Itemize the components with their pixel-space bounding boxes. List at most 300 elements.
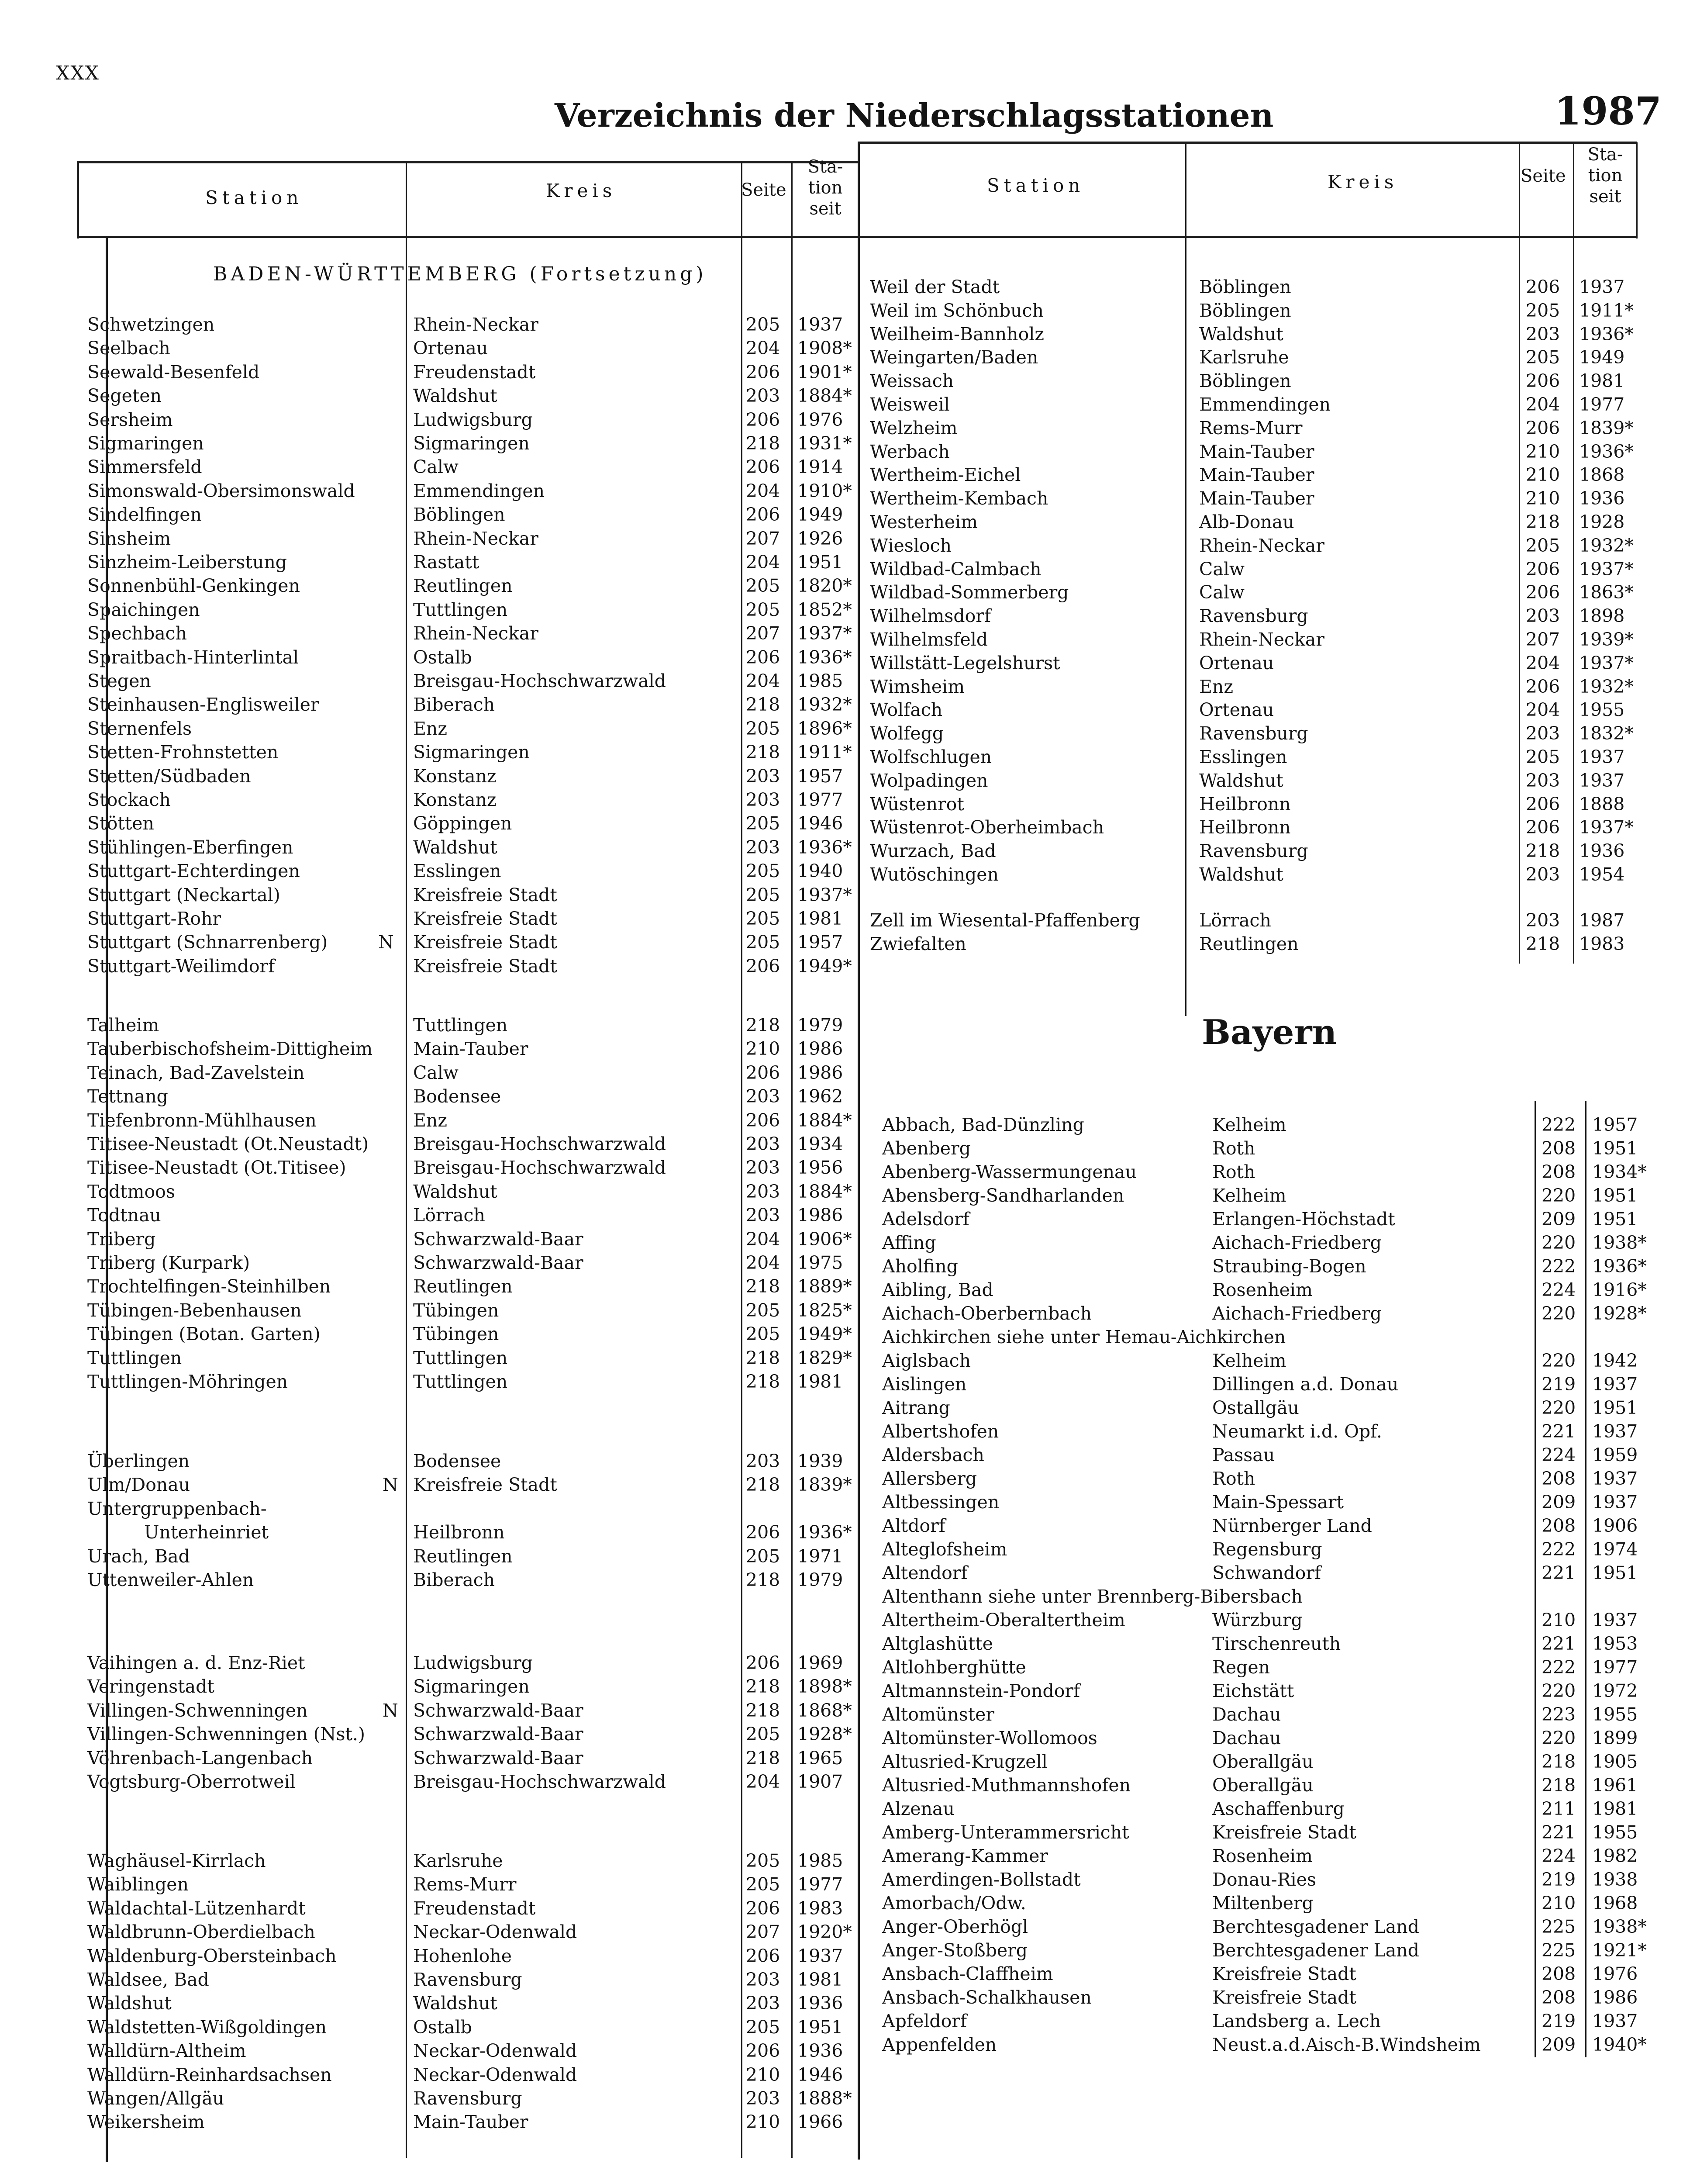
since-year: 1898 bbox=[1579, 605, 1625, 627]
page-ref: 218 bbox=[746, 1747, 780, 1769]
since-year: 1949* bbox=[797, 1324, 852, 1345]
page-ref: 205 bbox=[746, 908, 780, 929]
district: Rems-Murr bbox=[413, 1874, 517, 1895]
since-year: 1962 bbox=[797, 1086, 843, 1107]
station-name: Titisee-Neustadt (Ot.Neustadt) bbox=[87, 1133, 369, 1154]
since-year: 1852* bbox=[797, 599, 852, 620]
since-year: 1936 bbox=[1579, 488, 1625, 509]
district: Esslingen bbox=[413, 860, 501, 882]
station-name: Stötten bbox=[87, 813, 154, 834]
district: Esslingen bbox=[1199, 746, 1287, 767]
since-year: 1934 bbox=[797, 1133, 843, 1154]
district: Emmendingen bbox=[1199, 394, 1331, 415]
station-name: Schwetzingen bbox=[87, 314, 215, 335]
since-year: 1888 bbox=[1579, 793, 1625, 815]
since-year: 1979 bbox=[797, 1569, 843, 1590]
since-year: 1987 bbox=[1579, 910, 1625, 931]
since-year: 1985 bbox=[797, 670, 843, 691]
district: Ostalb bbox=[413, 2016, 472, 2038]
page-ref: 205 bbox=[1526, 746, 1560, 767]
table-row bbox=[0, 1939, 1681, 1962]
district: Waldshut bbox=[413, 1181, 497, 1202]
since-year: 1896* bbox=[797, 718, 852, 739]
since-year: 1907 bbox=[797, 1771, 843, 1792]
district: Rhein-Neckar bbox=[1199, 535, 1324, 556]
station-name: Weisweil bbox=[870, 394, 950, 415]
since-year: 1905 bbox=[1592, 1751, 1638, 1772]
station-name: Spechbach bbox=[87, 623, 187, 644]
district: Tirschenreuth bbox=[1212, 1633, 1341, 1654]
page-ref: 203 bbox=[746, 1205, 780, 1226]
since-year: 1983 bbox=[1579, 933, 1625, 954]
page-ref: 204 bbox=[746, 1228, 780, 1250]
page-ref: 205 bbox=[746, 860, 780, 882]
station-name: Waldenburg-Obersteinbach bbox=[87, 1945, 337, 1966]
district: Kreisfreie Stadt bbox=[1212, 1963, 1356, 1984]
header-station-right: Station bbox=[987, 175, 1085, 196]
district: Passau bbox=[1212, 1444, 1275, 1465]
table-row bbox=[0, 1962, 1681, 1986]
station-name: Abenberg-Wassermungenau bbox=[882, 1161, 1137, 1182]
page-ref: 203 bbox=[746, 1157, 780, 1178]
page-ref: 204 bbox=[1526, 652, 1560, 674]
station-name: Affing bbox=[882, 1232, 936, 1253]
station-name: Aibling, Bad bbox=[882, 1279, 993, 1300]
district: Regen bbox=[1212, 1657, 1270, 1678]
station-name: Aholfing bbox=[882, 1256, 958, 1277]
district: Roth bbox=[1212, 1161, 1255, 1182]
table-row bbox=[0, 275, 1681, 299]
page-ref: 203 bbox=[746, 1086, 780, 1107]
district: Karlsruhe bbox=[1199, 347, 1289, 368]
since-year: 1951 bbox=[797, 552, 843, 573]
since-year: 1868 bbox=[1579, 464, 1625, 486]
table-row bbox=[0, 487, 1681, 510]
district: Tuttlingen bbox=[413, 1347, 508, 1368]
since-year: 1966 bbox=[797, 2111, 843, 2133]
table-row bbox=[0, 1844, 1681, 1868]
since-year: 1981 bbox=[1579, 370, 1625, 392]
since-year: 1955 bbox=[1592, 1822, 1638, 1843]
station-name: Aichach-Oberbernbach bbox=[882, 1303, 1092, 1324]
district: Straubing-Bogen bbox=[1212, 1256, 1366, 1277]
page-ref: 203 bbox=[1526, 770, 1560, 791]
station-name: Altenthann siehe unter Brennberg-Bibersbach bbox=[882, 1586, 1303, 1607]
since-year: 1937 bbox=[1579, 770, 1625, 791]
since-year: 1986 bbox=[797, 1038, 843, 1060]
station-name: Stuttgart-Weilimdorf bbox=[87, 955, 275, 977]
station-name: Altdorf bbox=[882, 1515, 945, 1536]
district: Sigmaringen bbox=[413, 742, 530, 763]
station-name: Amerdingen-Bollstadt bbox=[882, 1869, 1081, 1890]
district: Berchtesgadener Land bbox=[1212, 1916, 1419, 1937]
station-name: Vaihingen a. d. Enz-Riet bbox=[87, 1652, 305, 1673]
page-ref: 206 bbox=[746, 1897, 780, 1919]
page-ref: 205 bbox=[746, 575, 780, 597]
station-name: Anger-Stoßberg bbox=[882, 1940, 1028, 1961]
district: Neckar-Odenwald bbox=[413, 2064, 577, 2085]
since-year: 1949 bbox=[797, 504, 843, 525]
since-year: 1936* bbox=[1579, 441, 1634, 462]
district: Ravensburg bbox=[413, 2088, 522, 2109]
district: Breisgau-Hochschwarzwald bbox=[413, 1771, 666, 1792]
table-row bbox=[0, 1085, 856, 1108]
since-year: 1932* bbox=[797, 694, 852, 715]
station-name: Wertheim-Kembach bbox=[870, 488, 1048, 509]
table-row bbox=[0, 299, 1681, 322]
station-name: Weikersheim bbox=[87, 2111, 205, 2133]
district: Dillingen a.d. Donau bbox=[1212, 1374, 1399, 1395]
station-name: Sinsheim bbox=[87, 528, 171, 549]
district: Landsberg a. Lech bbox=[1212, 2011, 1381, 2032]
since-year: 1889* bbox=[797, 1276, 852, 1297]
district: Waldshut bbox=[413, 836, 497, 858]
district: Waldshut bbox=[413, 385, 497, 407]
table-row bbox=[0, 1184, 1681, 1207]
page-ref: 219 bbox=[1542, 1374, 1576, 1395]
station-name: Wolfschlugen bbox=[870, 746, 992, 767]
station-name: Sigmaringen bbox=[87, 433, 204, 454]
station-name: Walldürn-Altheim bbox=[87, 2040, 246, 2062]
table-row bbox=[0, 534, 1681, 557]
table-row bbox=[0, 1915, 1681, 1939]
district: Enz bbox=[413, 718, 447, 739]
station-name: Untergruppenbach- bbox=[87, 1498, 267, 1519]
station-name: Altmannstein-Pondorf bbox=[882, 1680, 1080, 1701]
page-number: XXX bbox=[56, 62, 100, 84]
district: Neckar-Odenwald bbox=[413, 2040, 577, 2062]
page-ref: 210 bbox=[1542, 1893, 1576, 1914]
district: Neumarkt i.d. Opf. bbox=[1212, 1421, 1382, 1442]
table-row bbox=[0, 839, 1681, 863]
since-year: 1932* bbox=[1579, 535, 1634, 556]
district: Ravensburg bbox=[1199, 840, 1308, 862]
district: Kreisfreie Stadt bbox=[1212, 1822, 1356, 1843]
station-name: Stühlingen-Eberfingen bbox=[87, 836, 293, 858]
district: Tuttlingen bbox=[413, 1015, 508, 1036]
since-year: 1957 bbox=[797, 765, 843, 787]
page-ref: 203 bbox=[746, 1993, 780, 2014]
since-year: 1937* bbox=[1579, 558, 1634, 580]
station-name: Triberg (Kurpark) bbox=[87, 1252, 250, 1273]
since-year: 1936* bbox=[1579, 323, 1634, 345]
station-name: Wangen/Allgäu bbox=[87, 2088, 224, 2109]
since-year: 1951 bbox=[1592, 1397, 1638, 1418]
since-year: 1986 bbox=[1592, 1987, 1638, 2008]
page-ref: 203 bbox=[746, 1969, 780, 1990]
table-row bbox=[0, 2110, 856, 2134]
table-row bbox=[0, 1514, 1681, 1538]
since-year: 1936 bbox=[797, 2040, 843, 2062]
station-name: Allersberg bbox=[882, 1468, 977, 1489]
station-name: Amorbach/Odw. bbox=[882, 1893, 1026, 1914]
since-year: 1911* bbox=[797, 742, 852, 763]
main-station-marker: N bbox=[378, 932, 394, 953]
table-row bbox=[0, 604, 1681, 628]
station-name: Stetten/Südbaden bbox=[87, 765, 251, 787]
table-row bbox=[0, 1538, 1681, 1561]
station-name: Alteglofsheim bbox=[882, 1539, 1007, 1560]
district: Rhein-Neckar bbox=[413, 528, 538, 549]
since-year: 1951 bbox=[1592, 1185, 1638, 1206]
district: Kreisfreie Stadt bbox=[413, 884, 557, 905]
station-name: Wildbad-Calmbach bbox=[870, 558, 1042, 580]
table-row bbox=[0, 1278, 1681, 1302]
district: Alb-Donau bbox=[1199, 511, 1294, 532]
page-ref: 220 bbox=[1542, 1303, 1576, 1324]
district: Schwarzwald-Baar bbox=[413, 1747, 583, 1769]
district: Enz bbox=[1199, 676, 1233, 697]
page-ref: 224 bbox=[1542, 1845, 1576, 1866]
table-row bbox=[0, 954, 856, 978]
district: Tuttlingen bbox=[413, 599, 508, 620]
station-name: Wüstenrot bbox=[870, 793, 964, 815]
since-year: 1910* bbox=[797, 480, 852, 501]
since-year: 1986 bbox=[797, 1062, 843, 1083]
page-ref: 224 bbox=[1542, 1279, 1576, 1300]
since-year: 1959 bbox=[1592, 1444, 1638, 1465]
station-name: Altomünster-Wollomoos bbox=[882, 1728, 1097, 1749]
page-ref: 218 bbox=[1542, 1775, 1576, 1796]
station-name: Altomünster bbox=[882, 1704, 994, 1725]
since-year: 1981 bbox=[797, 1371, 843, 1392]
page-ref: 209 bbox=[1542, 2034, 1576, 2055]
page-ref: 218 bbox=[1542, 1751, 1576, 1772]
district: Ortenau bbox=[413, 338, 488, 359]
district: Rhein-Neckar bbox=[413, 314, 538, 335]
district: Böblingen bbox=[1199, 300, 1291, 321]
district: Konstanz bbox=[413, 789, 497, 810]
table-row bbox=[0, 1372, 1681, 1396]
table-row bbox=[0, 1254, 1681, 1278]
since-year: 1955 bbox=[1592, 1704, 1638, 1725]
page-ref: 203 bbox=[1526, 605, 1560, 627]
station-name: Adelsdorf bbox=[882, 1209, 969, 1230]
page-ref: 206 bbox=[746, 2040, 780, 2062]
station-name: Teinach, Bad-Zavelstein bbox=[87, 1062, 305, 1083]
station-name: Waldachtal-Lützenhardt bbox=[87, 1897, 306, 1919]
page-ref: 206 bbox=[746, 1652, 780, 1673]
district: Böblingen bbox=[1199, 276, 1291, 297]
district: Kreisfreie Stadt bbox=[1212, 1987, 1356, 2008]
station-name: Apfeldorf bbox=[882, 2011, 967, 2032]
station-name: Wutöschingen bbox=[870, 864, 999, 885]
station-name: Seelbach bbox=[87, 338, 170, 359]
page-ref: 207 bbox=[1526, 629, 1560, 650]
district: Main-Tauber bbox=[1199, 488, 1314, 509]
since-year: 1946 bbox=[797, 813, 843, 834]
table-row bbox=[0, 651, 1681, 675]
station-name: Zwiefalten bbox=[870, 933, 966, 954]
page-ref: 205 bbox=[746, 932, 780, 953]
since-year: 1946 bbox=[797, 2064, 843, 2085]
station-name: Sindelfingen bbox=[87, 504, 202, 525]
district: Schwandorf bbox=[1212, 1562, 1321, 1583]
since-year: 1972 bbox=[1592, 1680, 1638, 1701]
table-row bbox=[0, 1655, 1681, 1679]
station-name: Weil im Schönbuch bbox=[870, 300, 1044, 321]
station-name: Abensberg-Sandharlanden bbox=[882, 1185, 1124, 1206]
since-year: 1981 bbox=[797, 908, 843, 929]
since-year: 1934* bbox=[1592, 1161, 1647, 1182]
page-ref: 205 bbox=[746, 599, 780, 620]
station-name: Stegen bbox=[87, 670, 151, 691]
since-year: 1916* bbox=[1592, 1279, 1647, 1300]
since-year: 1937 bbox=[1579, 276, 1625, 297]
district: Reutlingen bbox=[413, 1276, 513, 1297]
station-name: Stuttgart-Rohr bbox=[87, 908, 221, 929]
since-year: 1937* bbox=[797, 884, 852, 905]
since-year: 1911* bbox=[1579, 300, 1634, 321]
district: Ludwigsburg bbox=[413, 1652, 533, 1673]
district: Calw bbox=[1199, 582, 1245, 603]
page-ref: 206 bbox=[746, 1945, 780, 1966]
district: Reutlingen bbox=[1199, 933, 1299, 954]
station-name: Tiefenbronn-Mühlhausen bbox=[87, 1109, 317, 1131]
page-ref: 203 bbox=[746, 1181, 780, 1202]
table-row bbox=[0, 1868, 1681, 1891]
station-name: Aitrang bbox=[882, 1397, 950, 1418]
station-name: Wilhelmsdorf bbox=[870, 605, 991, 627]
page-ref: 205 bbox=[746, 718, 780, 739]
district: Oberallgäu bbox=[1212, 1751, 1314, 1772]
since-year: 1884* bbox=[797, 1109, 852, 1131]
page-ref: 206 bbox=[1526, 276, 1560, 297]
since-year: 1884* bbox=[797, 1181, 852, 1202]
district: Böblingen bbox=[1199, 370, 1291, 392]
district: Ravensburg bbox=[1199, 605, 1308, 627]
since-year: 1976 bbox=[797, 409, 843, 430]
page-ref: 206 bbox=[1526, 417, 1560, 439]
district: Kreisfreie Stadt bbox=[413, 1474, 557, 1496]
page-ref: 224 bbox=[1542, 1444, 1576, 1465]
station-name: Simmersfeld bbox=[87, 456, 202, 478]
district: Ortenau bbox=[1199, 652, 1274, 674]
station-name: Aiglsbach bbox=[882, 1350, 971, 1371]
since-year: 1975 bbox=[797, 1252, 843, 1273]
since-year: 1957 bbox=[797, 932, 843, 953]
since-year: 1951 bbox=[1592, 1138, 1638, 1159]
station-name: Waldbrunn-Oberdielbach bbox=[87, 1921, 315, 1943]
station-name: Weissach bbox=[870, 370, 954, 392]
table-row bbox=[0, 1113, 1681, 1137]
page-ref: 205 bbox=[746, 1324, 780, 1345]
since-year: 1953 bbox=[1592, 1633, 1638, 1654]
table-row bbox=[0, 769, 1681, 792]
since-year: 1969 bbox=[797, 1652, 843, 1673]
page-ref: 206 bbox=[746, 646, 780, 668]
since-year: 1884* bbox=[797, 385, 852, 407]
station-name: Amerang-Kammer bbox=[882, 1845, 1048, 1866]
since-year: 1908* bbox=[797, 338, 852, 359]
since-year: 1914 bbox=[797, 456, 843, 478]
page-ref: 206 bbox=[1526, 582, 1560, 603]
since-year: 1937 bbox=[1579, 746, 1625, 767]
table-row bbox=[0, 1443, 1681, 1467]
station-name: Steinhausen-Englisweiler bbox=[87, 694, 319, 715]
page-ref: 203 bbox=[746, 1133, 780, 1154]
station-name: Uttenweiler-Ahlen bbox=[87, 1569, 254, 1590]
table-row bbox=[0, 1396, 1681, 1420]
station-name: Spraitbach-Hinterlintal bbox=[87, 646, 299, 668]
district: Roth bbox=[1212, 1468, 1255, 1489]
since-year: 1899 bbox=[1592, 1728, 1638, 1749]
since-year: 1928 bbox=[1579, 511, 1625, 532]
page-ref: 206 bbox=[746, 361, 780, 383]
station-name: Wertheim-Eichel bbox=[870, 464, 1021, 486]
since-year: 1936 bbox=[1579, 840, 1625, 862]
district: Bodensee bbox=[413, 1086, 501, 1107]
station-name: Altglashütte bbox=[882, 1633, 993, 1654]
page-ref: 211 bbox=[1542, 1798, 1576, 1819]
table-row bbox=[0, 675, 1681, 698]
table-row bbox=[0, 1608, 1681, 1632]
district: Ostalb bbox=[413, 646, 472, 668]
page-title: Verzeichnis der Niederschlagsstationen bbox=[555, 97, 1274, 135]
since-year: 1957 bbox=[1592, 1114, 1638, 1135]
station-name: Vogtsburg-Oberrotweil bbox=[87, 1771, 296, 1792]
page-ref: 218 bbox=[746, 1276, 780, 1297]
header-station: Station bbox=[205, 187, 303, 208]
district: Main-Tauber bbox=[1199, 464, 1314, 486]
page-ref: 204 bbox=[1526, 394, 1560, 415]
since-year: 1986 bbox=[797, 1205, 843, 1226]
since-year: 1939 bbox=[797, 1451, 843, 1472]
table-row bbox=[0, 1037, 856, 1061]
page-ref: 218 bbox=[746, 1700, 780, 1721]
page-ref: 218 bbox=[746, 1676, 780, 1697]
table-row bbox=[0, 1632, 1681, 1655]
header-seite: Seite bbox=[741, 180, 786, 200]
page-ref: 206 bbox=[1526, 370, 1560, 392]
since-year: 1937* bbox=[1579, 817, 1634, 838]
since-year: 1956 bbox=[797, 1157, 843, 1178]
district: Konstanz bbox=[413, 765, 497, 787]
page-ref: 203 bbox=[1526, 723, 1560, 744]
since-year: 1937 bbox=[1592, 1468, 1638, 1489]
station-name: Stuttgart-Echterdingen bbox=[87, 860, 300, 882]
page-ref: 205 bbox=[746, 314, 780, 335]
station-name: Werbach bbox=[870, 441, 950, 462]
since-year: 1936* bbox=[797, 646, 852, 668]
since-year: 1906* bbox=[797, 1228, 852, 1250]
station-name: Waiblingen bbox=[87, 1874, 189, 1895]
since-year: 1983 bbox=[797, 1897, 843, 1919]
district: Dachau bbox=[1212, 1704, 1281, 1725]
table-row bbox=[0, 1061, 856, 1085]
page-ref: 206 bbox=[746, 504, 780, 525]
district: Kelheim bbox=[1212, 1114, 1286, 1135]
district: Waldshut bbox=[1199, 864, 1283, 885]
page-ref: 203 bbox=[746, 1451, 780, 1472]
table-row bbox=[0, 1585, 1681, 1608]
page-ref: 208 bbox=[1542, 1515, 1576, 1536]
since-year: 1968 bbox=[1592, 1893, 1638, 1914]
district: Breisgau-Hochschwarzwald bbox=[413, 670, 666, 691]
page-ref: 218 bbox=[746, 433, 780, 454]
page-ref: 206 bbox=[746, 1522, 780, 1543]
since-year: 1949* bbox=[797, 955, 852, 977]
station-name: Wurzach, Bad bbox=[870, 840, 996, 862]
since-year: 1868* bbox=[797, 1700, 852, 1721]
table-row bbox=[0, 1821, 1681, 1844]
page-ref: 220 bbox=[1542, 1397, 1576, 1418]
header-seit: Sta- tion seit bbox=[807, 157, 843, 219]
district: Aschaffenburg bbox=[1212, 1798, 1345, 1819]
station-name: Altbessingen bbox=[882, 1492, 1000, 1513]
station-name: Wilhelmsfeld bbox=[870, 629, 988, 650]
table-row bbox=[0, 1773, 1681, 1797]
